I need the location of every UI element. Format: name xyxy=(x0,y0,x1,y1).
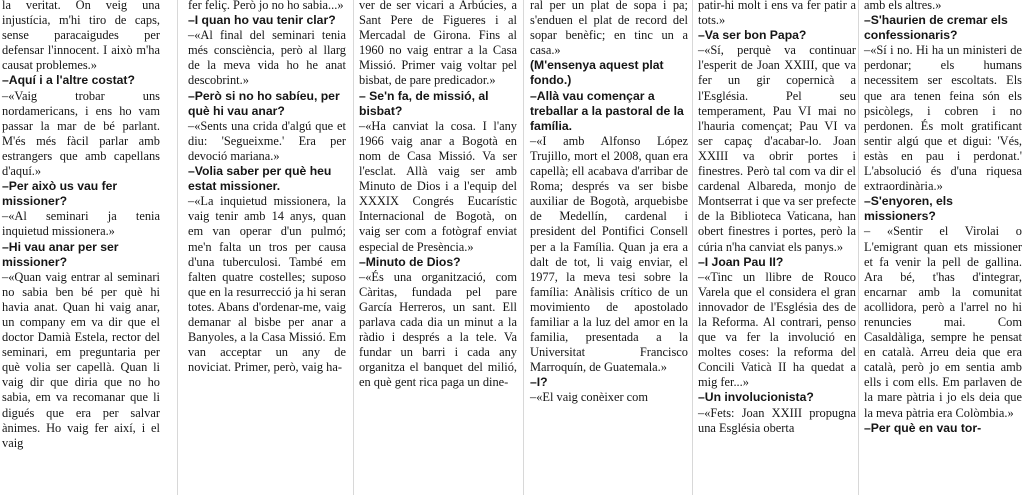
interview-answer: –«La inquietud missionera, la vaig tenir amb 14 anys, quan em van operar d'un pulmó; me'n falta un tros per causa d'una tuberculosi. També em falten quatre costelles; suposo que en la resurrecció ja hi seran totes. Abans d'ordenar-me, vaig demanar al bisbe per anar a Banyoles, a la Casa Missió. Em van acceptar un any de noviciat. Primer, però, vaig ha- xyxy=(188,194,346,375)
interview-answer: –«Al seminari ja tenia inquietud missionera.» xyxy=(2,209,160,239)
interview-question: –Volia saber per què heu estat missioner. xyxy=(188,164,332,194)
interview-answer: la veritat. On veig una injustícia, m'hi tiro de caps, sense paracaigudes per defensar l'innocent. I això m'ha causat problemes.» xyxy=(2,0,160,73)
interview-question: –Però si no ho sabíeu, per què hi vau anar? xyxy=(188,88,340,118)
text-column-5 xyxy=(698,0,856,436)
interview-answer: –«Al final del seminari tenia més consciència, però al llarg de la meva vida ho he anat descobrint.» xyxy=(188,28,346,88)
column-divider xyxy=(858,0,859,495)
interview-answer: –«És una organització, com Càritas, fundada pel pare García Herreros, un sant. Ell parlava cada dia un minut a la ràdio i després a la tele. Va fundar un barri i cada any organitza el banquet del milió, en què gent rica paga un dine- xyxy=(359,269,517,390)
column-divider xyxy=(177,0,178,495)
interview-answer: –«Quan vaig entrar al seminari no sabia ben bé per què hi havia anat. Quan hi vaig anar, un company em va dir que el doctor Damià Estela, rector del seminari, em preguntaria per què volia ser capellà. Quan li vaig dir que diria que no ho sabia, em va recomanar que li digués que era per salvar ànimes. Ho vaig fer així, i el vaig xyxy=(2,269,160,450)
interview-question: –Va ser bon Papa? xyxy=(698,28,807,43)
column-divider xyxy=(692,0,693,495)
interview-answer: ver de ser vicari a Arbúcies, a Sant Pere de Figueres i al Mercadal de Girona. Fins al 1960 no vaig entrar a la Casa Missió. Primer vaig voltar pel bisbat, de pare predicador.» xyxy=(359,0,517,88)
text-column-1 xyxy=(2,0,160,451)
interview-answer: –«Sí i no. Hi ha un ministeri de perdonar; els humans necessitem ser escoltats. Els que ara tenen feina són els psicòlegs, i cobren i no perdonen. És molt gratificant sentir algú que et digui: 'Vés, estàs en pau i perdonat.' L'absolució és d'una riquesa extraordinària.» xyxy=(864,43,1022,194)
interview-question: –I? xyxy=(530,375,548,390)
interview-answer: –«I amb Alfonso López Trujillo, mort el 2008, quan era capellà; ell acabava d'arribar de Roma; després va ser bisbe auxiliar de Bogotà, arquebisbe de Medellín, cardenal i president del Pontifici Consell per a la Família. Quan ja era a dalt de tot, li vaig enviar, el 1977, la meva tesi sobre la família: Anàlisis crítico de un movimiento de apostolado familiar a la luz del amor en la familia, presentada a la Universitat Francisco Marroquín, de Guatemala.» xyxy=(530,133,688,375)
interview-answer: –«Ha canviat la cosa. I l'any 1966 vaig anar a Bogotà en nom de Casa Missió. Va ser l'esclat. Allà vaig ser amb Minuto de Dios i a l'equip del XXXIX Congrés Eucarístic Internacional de Bogotà, on vaig ser com a fotògraf enviat especial de Presència.» xyxy=(359,118,517,254)
interview-question: –S'enyoren, els missioners? xyxy=(864,194,953,224)
interview-question: – Se'n fa, de missió, al bisbat? xyxy=(359,88,489,118)
interview-question: –S'haurien de cremar els confessionaris? xyxy=(864,13,1008,43)
interview-answer: – «Sentir el Virolai o L'emigrant quan ets missioner et fa venir la pell de gallina. Ara bé, t'has d'integrar, encarnar amb la comunitat acollidora, però a l'arrel no hi renuncies mai. Com Casaldàliga, sempre he pensat en català. Arreu deia que era català, però jo em sentia amb ells i com ells. Em parlaven de la mare pàtria i jo els deia que la meva pàtria era Colòmbia.» xyxy=(864,224,1022,420)
text-column-2 xyxy=(188,0,346,375)
interview-answer: fer feliç. Però jo no ho sabia...» xyxy=(188,0,344,12)
interview-question: –Allà vau començar a treballar a la pastoral de la família. xyxy=(530,88,684,133)
interview-answer: –«Tinc un llibre de Rouco Varela que el considera el gran innovador de l'Església des de la Reforma. Al contrari, penso que va fer la involució en moltes coses: la reforma del Concili Vaticà II ha quedat a mig fer...» xyxy=(698,269,856,390)
interview-answer: ral per un plat de sopa i pa; s'enduen el plat de record del sopar benèfic; en tinc un a casa.» xyxy=(530,0,688,58)
column-divider xyxy=(353,0,354,495)
interview-answer: –«Sents una crida d'algú que et diu: 'Segueixme.' Era per devoció mariana.» xyxy=(188,118,346,163)
interview-question: –Minuto de Dios? xyxy=(359,254,461,269)
text-column-4 xyxy=(530,0,688,406)
interview-question: –Per què en vau tor- xyxy=(864,420,982,435)
interview-question: (M'ensenya aquest plat fondo.) xyxy=(530,58,664,88)
interview-answer: amb els altres.» xyxy=(864,0,942,12)
interview-answer: patir-hi molt i ens va fer patir a tots.» xyxy=(698,0,856,28)
interview-answer: –«Vaig trobar uns nordamericans, i ens ho vam passar la mar de bé parlant. M'és més fàcil parlar amb estrangers que amb capellans d'aquí.» xyxy=(2,88,160,179)
interview-question: –I Joan Pau II? xyxy=(698,254,784,269)
interview-answer: –«Sí, perquè va continuar l'esperit de Joan XXIII, que va fer un gir copernicà a l'Església. Pel seu temperament, Pau VI mai no l'hauria començat; Pau VI va ser capaç d'acabar-lo. Joan XXIII va obrir portes i finestres. Però tal com va dir el cardenal Albareda, monjo de Montserrat i que va ser prefecte de la Biblioteca Vaticana, han obert finestres i portes, però la cúria n'ha canviat els panys.» xyxy=(698,43,856,254)
interview-answer: –«El vaig conèixer com xyxy=(530,390,649,405)
interview-question: –Hi vau anar per ser missioner? xyxy=(2,239,119,269)
interview-question: –Aquí i a l'altre costat? xyxy=(2,73,135,88)
interview-answer: –«Fets: Joan XXIII propugna una Església oberta xyxy=(698,405,856,435)
text-column-3 xyxy=(359,0,517,390)
interview-question: –I quan ho vau tenir clar? xyxy=(188,13,336,28)
column-divider xyxy=(523,0,524,495)
text-column-6 xyxy=(864,0,1022,436)
interview-question: –Per això us vau fer missioner? xyxy=(2,179,118,209)
interview-question: –Un involucionista? xyxy=(698,390,814,405)
